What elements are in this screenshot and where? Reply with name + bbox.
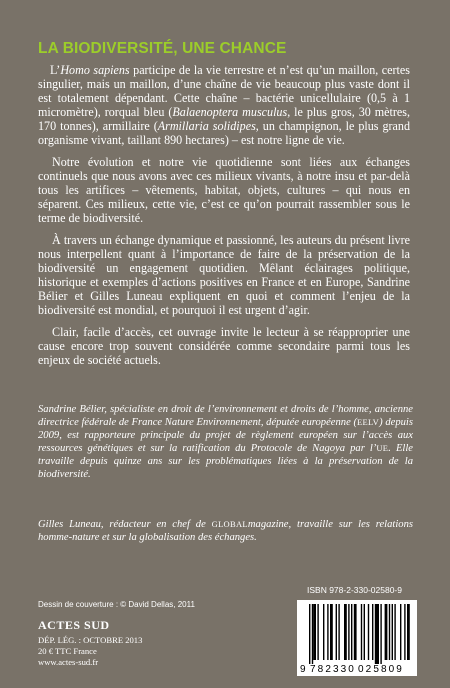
species-name: Homo sapiens <box>60 63 130 77</box>
publisher-url: www.actes-sud.fr <box>38 657 99 667</box>
barcode-bar <box>317 604 318 660</box>
barcode-bar <box>372 604 373 660</box>
blurb-text <box>38 63 410 367</box>
blurb-paragraph-3: À travers un échange dynamique et passionné, les auteurs du présent livre nous interpellent quant à l’importance de faire de la préservation de la biodiversité un engagement quotidien. Mêlant éclairages politique, historique et exemples d’actions positives en France et en Europe, Sandrine Bélier et Gilles Luneau expliquent en quoi et comment l’enjeu de la biodiversité est mondial, et pourquoi il est urgent d’agir. <box>38 233 410 317</box>
blurb-paragraph-2: Notre évolution et notre vie quotidienne sont liées aux échanges continuels que nous avons avec ces milieux vivants, à notre insu et par-delà tous les artifices – vêtements, habitat, objets, cultures – qui nous en séparent. Ces milieux, cette vie, c’est ce qu’on pourrait rassembler sous le terme de biodiversité. <box>38 155 410 225</box>
blurb-paragraph-4: Clair, facile d’accès, cet ouvrage invite le lecteur à se réapproprier une cause encore trop souvent considérée comme secondaire parmi tous les enjeux de société actuels. <box>38 325 410 367</box>
text-span: Gilles Luneau, rédacteur en chef de <box>38 519 212 530</box>
barcode-bar <box>336 604 337 660</box>
party-acronym: EELV <box>356 417 380 427</box>
barcode-bar <box>364 604 365 660</box>
barcode-bar <box>344 604 347 660</box>
barcode-bar <box>385 604 388 660</box>
legal-deposit: DÉP. LÉG. : OCTOBRE 2013 <box>38 635 143 645</box>
text-span: Sandrine Bélier, spécialiste en droit de l’environnement et droits de l’homme, ancienne directrice fédérale de France Nature Environnement, députée européenne ( <box>38 404 413 428</box>
bio-paragraph <box>38 403 413 481</box>
author-bio-luneau <box>38 518 413 544</box>
barcode-bar <box>407 604 410 660</box>
barcode-bar <box>327 604 328 660</box>
barcode-digit-lead: 9 <box>300 664 306 675</box>
barcode-bar <box>380 604 381 664</box>
barcode-bar <box>404 604 405 660</box>
isbn-label: ISBN 978-2-330-02580-9 <box>307 585 402 595</box>
text-span: participe de la vie terrestre et n’est qu’un maillon, certes singulier, mais un maillon, d’une chaîne de vie beaucoup plus vaste dont il est totalement dépendant. Cette chaîne – bactérie unicellulaire (0,5 à 1 micromètre), rorqual bleu ( <box>38 63 410 119</box>
cover-credit: Dessin de couverture : © David Dellas, 2011 <box>38 600 195 609</box>
barcode-bar <box>313 604 316 660</box>
barcode-bar <box>394 604 395 660</box>
barcode-bar <box>338 604 339 660</box>
barcode-bar <box>375 604 379 664</box>
price: 20 € TTC France <box>38 646 97 656</box>
species-name: Armillaria solidipes <box>157 119 256 133</box>
bio-paragraph <box>38 518 413 544</box>
barcode-digits-right: 025809 <box>358 664 404 675</box>
barcode-bar <box>392 604 393 660</box>
barcode-bar <box>309 604 310 664</box>
text-span: magazine, travaille sur les relations homme-nature et sur la globalisation des échanges. <box>38 519 414 543</box>
barcode-bar <box>330 604 333 660</box>
book-title: LA BIODIVERSITÉ, UNE CHANCE <box>38 40 287 57</box>
magazine-name: GLOBAL <box>211 519 248 529</box>
blurb-paragraph-1 <box>38 63 410 147</box>
barcode <box>297 600 417 676</box>
barcode-bar <box>354 604 357 660</box>
publication-info <box>38 635 238 668</box>
eu-acronym: UE <box>376 443 389 453</box>
text-span: . Elle travaille depuis quinze ans sur les problématiques liées à la préservation de la biodiversité. <box>38 443 413 480</box>
barcode-bar <box>348 604 349 660</box>
text-span: L’ <box>50 63 61 77</box>
barcode-bar <box>351 604 352 660</box>
text-span: , un champignon, le plus grand organisme vivant, taillant 890 hectares) – est notre ligne de vie. <box>38 119 411 147</box>
species-name: Balaenoptera musculus <box>172 105 288 119</box>
barcode-bar <box>368 604 369 660</box>
barcode-bar <box>361 604 362 660</box>
text-span: ) depuis 2009, est rapporteure principale du projet de règlement européen sur l’accès aux ressources génétiques et sur la ratification du Protocole de Nagoya par l’ <box>38 417 413 454</box>
publisher-name: ACTES SUD <box>38 618 110 632</box>
barcode-bar <box>323 604 324 660</box>
barcode-bar <box>400 604 401 660</box>
barcode-bar <box>312 604 313 664</box>
barcode-graphic <box>297 600 417 676</box>
text-span: , le plus gros, 30 mètres, 170 tonnes), armillaire ( <box>38 105 411 133</box>
author-bio-belier <box>38 403 413 481</box>
barcode-bar <box>389 604 390 660</box>
barcode-digits-left: 782330 <box>310 664 356 675</box>
